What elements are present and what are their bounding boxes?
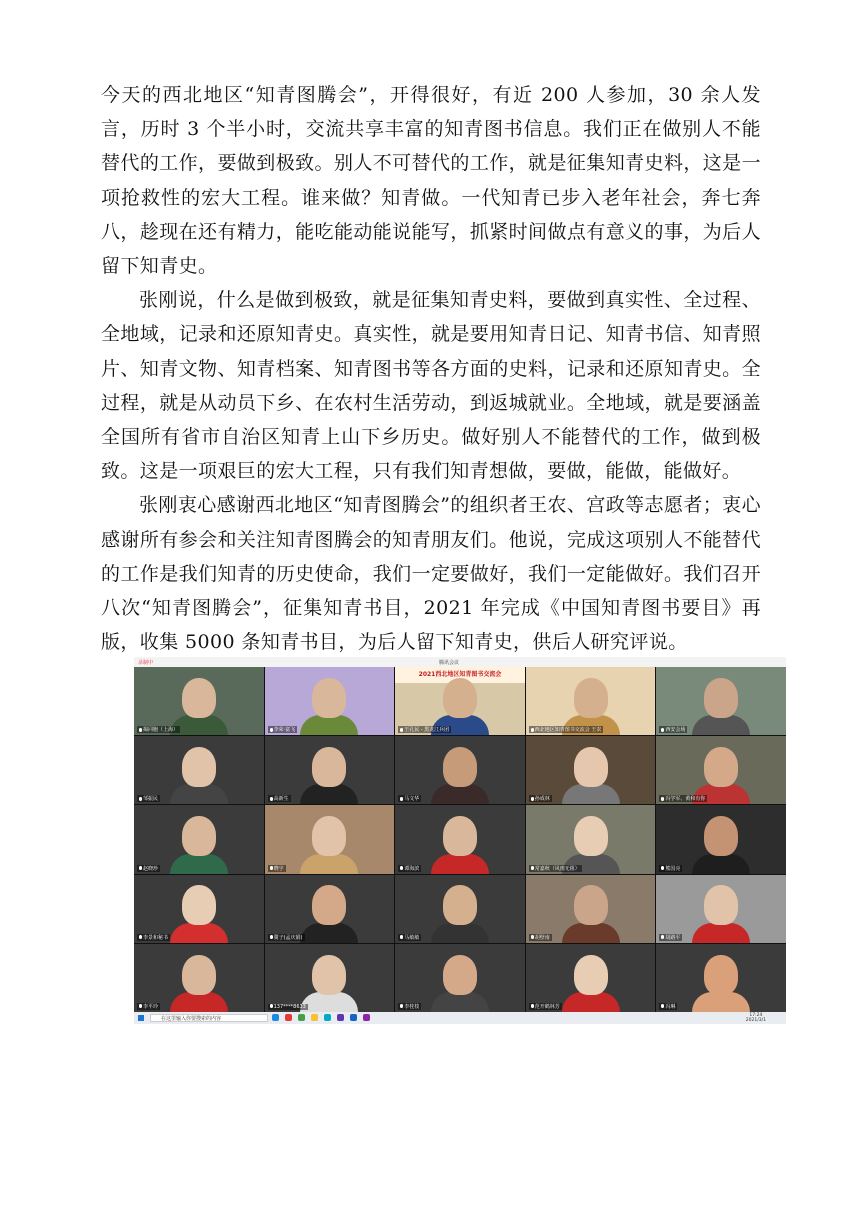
- participant-body: [431, 854, 489, 874]
- participant-tile[interactable]: [526, 736, 656, 804]
- participant-name: 李桂枝: [398, 1003, 421, 1010]
- participant-tile[interactable]: [395, 875, 525, 943]
- participant-tile[interactable]: [265, 805, 395, 873]
- participant-name: 137****8633: [268, 1004, 308, 1010]
- taskbar-app-icon[interactable]: [285, 1014, 292, 1021]
- participant-tile[interactable]: [134, 736, 264, 804]
- taskbar-app-icon[interactable]: [350, 1014, 357, 1021]
- participant-tile[interactable]: [526, 667, 656, 735]
- participant-tile[interactable]: [656, 875, 786, 943]
- participant-face: [312, 885, 346, 925]
- participant-face: [704, 885, 738, 925]
- participant-name: 王孔民 - 黑龙江兵团: [398, 726, 451, 733]
- microphone-icon: [270, 1004, 273, 1008]
- participant-face: [704, 816, 738, 856]
- participant-tile[interactable]: [134, 667, 264, 735]
- participant-tile[interactable]: [265, 944, 395, 1012]
- participant-face: [704, 678, 738, 718]
- participant-name: 马敏敏: [398, 934, 421, 941]
- participant-name: 常嘉秋（风雨无阻）: [529, 865, 582, 872]
- microphone-icon: [270, 728, 273, 732]
- microphone-icon: [531, 797, 534, 801]
- microphone-icon: [400, 1004, 403, 1008]
- participant-name: 范开鹤林芳: [529, 1003, 562, 1010]
- participant-face: [443, 885, 477, 925]
- paragraph-2: 张刚说，什么是做到极致，就是征集知青史料，要做到真实性、全过程、全地域，记录和还原知青史。真实性，就是要用知青日记、知青书信、知青照片、知青文物、知青档案、知青图书等各方面的史料，记录和还原知青史。全过程，就是从动员下乡、在农村生活劳动，到返城就业。全地域，就是要涵盖全国所有省市自治区知青上山下乡历史。做好别人不能替代的工作，做到极致。这是一项艰巨的宏大工程，只有我们知青想做，要做，能做，能做好。: [101, 289, 761, 483]
- paragraph-1: 今天的西北地区“知青图腾会”，开得很好，有近 200 人参加，30 余人发言，历时 3 个半小时，交流共享丰富的知青图书信息。我们正在做别人不能替代的工作，要做到极致。别人不可替代的工作，就是征集知青史料，这是一项抢救性的宏大工程。谁来做？知青做。一代知青已步入老年社会，奔七奔八，趁现在还有精力，能吃能动能说能写，抓紧时间做点有意义的事，为后人留下知青史。: [101, 84, 761, 278]
- participant-face: [312, 816, 346, 856]
- microphone-icon: [270, 797, 273, 801]
- microphone-icon: [531, 728, 534, 732]
- microphone-icon: [661, 797, 664, 801]
- participant-body: [562, 992, 620, 1012]
- participant-body: [170, 854, 228, 874]
- meeting-title-bar: [134, 657, 786, 667]
- participant-body: [300, 784, 358, 804]
- participant-body: [692, 715, 750, 735]
- participant-tile[interactable]: [134, 805, 264, 873]
- participant-tile[interactable]: [134, 875, 264, 943]
- participant-body: [431, 992, 489, 1012]
- microphone-icon: [531, 866, 534, 870]
- taskbar-clock: [746, 1013, 766, 1023]
- participant-body: [170, 784, 228, 804]
- participant-tile[interactable]: [395, 805, 525, 873]
- participant-body: [300, 854, 358, 874]
- participant-face: [182, 885, 216, 925]
- microphone-icon: [661, 1004, 664, 1008]
- participant-tile[interactable]: [395, 944, 525, 1012]
- taskbar-app-icon[interactable]: [272, 1014, 279, 1021]
- participant-name: 晓宇: [268, 865, 286, 872]
- taskbar-app-icons: [272, 1014, 376, 1023]
- participant-name: 李荣·富飞: [268, 726, 298, 733]
- clock-date: 2021/3/1: [745, 1018, 766, 1023]
- participant-tile[interactable]: [656, 667, 786, 735]
- participant-tile[interactable]: [134, 944, 264, 1012]
- participant-name: 孙成林: [529, 795, 552, 802]
- windows-taskbar: [134, 1012, 786, 1024]
- participant-name: 西北地区知青图书交流会 王农: [529, 726, 604, 733]
- event-banner: 2021西北地区知青图书交流会: [395, 667, 525, 683]
- participant-face: [574, 678, 608, 718]
- participant-face: [443, 955, 477, 995]
- participant-tile[interactable]: [265, 667, 395, 735]
- participant-name: 冯学军、黄和有你: [659, 795, 707, 802]
- participant-face: [574, 955, 608, 995]
- microphone-icon: [531, 935, 534, 939]
- taskbar-search-input[interactable]: 在这里输入你要搜索的内容: [150, 1014, 268, 1022]
- participant-name: 李景和秘书: [137, 934, 170, 941]
- participant-body: [692, 854, 750, 874]
- participant-body: [692, 923, 750, 943]
- participant-name: 冀子(孟庆娟): [268, 934, 305, 941]
- participant-tile[interactable]: [526, 875, 656, 943]
- participant-name: 揭同胞（上海）: [137, 726, 180, 733]
- participant-body: [562, 923, 620, 943]
- participant-grid: [134, 667, 786, 1012]
- participant-name: 冯琳: [659, 1003, 677, 1010]
- paragraph-3: 张刚衷心感谢西北地区“知青图腾会”的组织者王农、宫政等志愿者；衷心感谢所有参会和关注知青图腾会的知青朋友们。他说，完成这项别人不能替代的工作是我们知青的历史使命，我们一定要做好，我们一定能做好。我们召开八次“知青图腾会”，征集知青书目，2021 年完成《中国知青图书要目》再版，收集 5000 条知青书目，为后人留下知青史，供后人研究评说。: [101, 494, 761, 654]
- participant-tile[interactable]: [265, 875, 395, 943]
- participant-face: [704, 747, 738, 787]
- microphone-icon: [661, 866, 664, 870]
- participant-name: 赵晓珍: [137, 865, 160, 872]
- participant-name: 胡壁南: [529, 934, 552, 941]
- participant-name: 高新生: [268, 795, 291, 802]
- microphone-icon: [400, 935, 403, 939]
- taskbar-app-icon[interactable]: [298, 1014, 305, 1021]
- participant-face: [443, 678, 477, 718]
- taskbar-app-icon[interactable]: [363, 1014, 370, 1021]
- participant-tile[interactable]: [526, 944, 656, 1012]
- participant-name: 谭海滨: [398, 865, 421, 872]
- video-meeting-screenshot: [134, 657, 786, 1024]
- participant-body: [692, 992, 750, 1012]
- microphone-icon: [661, 728, 664, 732]
- taskbar-app-icon[interactable]: [311, 1014, 318, 1021]
- microphone-icon: [400, 797, 403, 801]
- clock-time: 17:24: [749, 1013, 763, 1018]
- taskbar-app-icon[interactable]: [324, 1014, 331, 1021]
- participant-face: [182, 678, 216, 718]
- participant-body: [431, 923, 489, 943]
- microphone-icon: [531, 1004, 534, 1008]
- participant-body: [170, 992, 228, 1012]
- participant-face: [182, 747, 216, 787]
- windows-start-icon[interactable]: [138, 1015, 144, 1021]
- participant-tile[interactable]: [656, 805, 786, 873]
- participant-name: 熊国亮: [659, 865, 682, 872]
- participant-name: 李平玲: [137, 1003, 160, 1010]
- microphone-icon: [139, 935, 142, 939]
- participant-name: 西安会场: [659, 726, 687, 733]
- participant-name: 胡路平: [659, 934, 682, 941]
- microphone-icon: [661, 935, 664, 939]
- participant-body: [170, 923, 228, 943]
- participant-face: [574, 885, 608, 925]
- participant-face: [312, 955, 346, 995]
- recording-label: 录制中: [138, 660, 154, 666]
- microphone-icon: [400, 866, 403, 870]
- microphone-icon: [139, 866, 142, 870]
- participant-body: [300, 923, 358, 943]
- article-text: [101, 78, 761, 659]
- participant-tile[interactable]: [656, 944, 786, 1012]
- participant-body: [431, 784, 489, 804]
- participant-name: 马文华: [398, 795, 421, 802]
- participant-face: [182, 955, 216, 995]
- microphone-icon: [139, 1004, 142, 1008]
- participant-tile[interactable]: [265, 736, 395, 804]
- participant-face: [312, 747, 346, 787]
- microphone-icon: [400, 728, 403, 732]
- participant-face: [443, 747, 477, 787]
- participant-body: [300, 992, 358, 1012]
- participant-tile[interactable]: [526, 805, 656, 873]
- participant-face: [574, 816, 608, 856]
- participant-face: [312, 678, 346, 718]
- participant-name: 邹振民: [137, 795, 160, 802]
- participant-face: [443, 816, 477, 856]
- microphone-icon: [139, 797, 142, 801]
- participant-tile[interactable]: [395, 667, 525, 735]
- microphone-icon: [139, 728, 142, 732]
- taskbar-app-icon[interactable]: [337, 1014, 344, 1021]
- participant-tile[interactable]: [656, 736, 786, 804]
- participant-face: [574, 747, 608, 787]
- participant-face: [704, 955, 738, 995]
- meeting-app-title: 腾讯会议: [439, 660, 460, 666]
- microphone-icon: [270, 935, 273, 939]
- participant-body: [562, 784, 620, 804]
- participant-body: [300, 715, 358, 735]
- participant-tile[interactable]: [395, 736, 525, 804]
- microphone-icon: [270, 866, 273, 870]
- participant-face: [182, 816, 216, 856]
